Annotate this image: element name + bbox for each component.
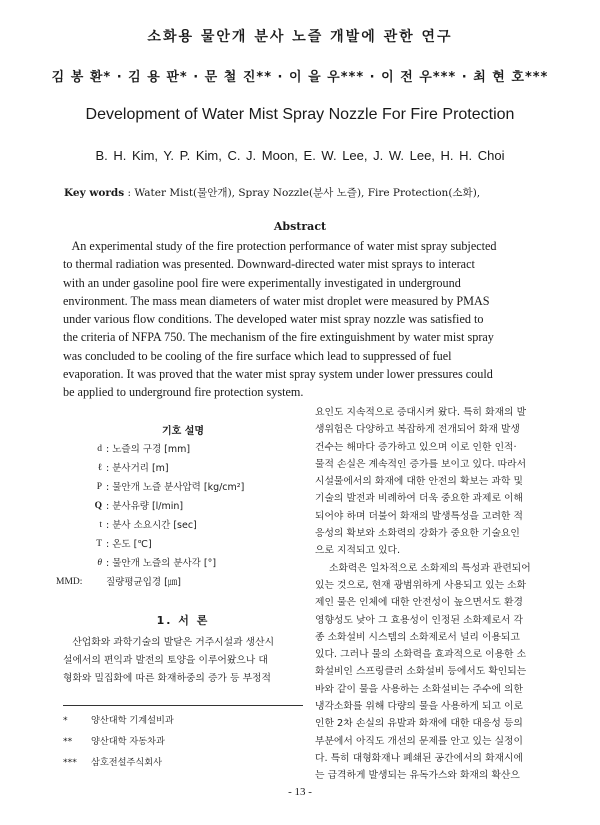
abstract-line: An experimental study of the fire protection performance of water mist spray subjected [63,239,497,253]
keywords-text: : Water Mist(물안개), Spray Nozzle(분사 노즐), Fire Protection(소화), [127,187,481,199]
keywords-label: Key words [64,187,125,199]
abstract-line: environment. The mass mean diameters of water mist droplet were measured by PMAS [63,293,490,308]
body-line: 소화력은 일차적으로 소화제의 특성과 관련되어 [329,562,531,574]
intro-line: 형화와 밀집화에 따른 화재하중의 증가 등 부정적 [63,673,271,684]
body-line: 종 소화설비 시스템의 소화제로서 널리 이용되고 [315,631,520,643]
paragraph [315,404,560,560]
intro-line: 산업화와 과학기술의 발달은 거주시설과 생산시 [63,637,275,648]
abstract-heading: Abstract [273,220,327,233]
body-line: 화설비인 스프링클러 소화설비 등에서도 확인되는 [315,666,527,678]
symbol-description: : 노즐의 구경 [mm] [106,444,191,455]
affiliation-mark: ** [63,736,73,747]
affiliation-name: 양산대학 자동차과 [91,736,165,747]
body-line: 는 급격하게 발생되는 유독가스와 화재의 확산으 [315,770,520,782]
affiliation [63,752,303,773]
nomenclature-item [70,497,300,516]
body-line: 인한 2차 손실의 유발과 화재에 대한 대응성 등의 [315,718,523,730]
section-heading-introduction: 1. 서 론 [156,614,210,627]
symbol-description: : 분사 소요시간 [sec] [106,520,197,531]
abstract-line: to thermal radiation was presented. Downward-directed water mist sprays to interact [63,257,475,272]
affiliation-mark: * [63,715,68,726]
symbol: d [97,444,102,454]
symbol: Q [94,501,102,511]
page-number: - 13 - [288,786,312,798]
body-line: 냉각소화를 위해 다량의 물을 사용하게 되고 이로 [315,701,523,713]
body-line: 제인 물은 인체에 대한 안전성이 높으면서도 환경 [315,597,523,609]
body-line: 으로 지적되고 있다. [315,545,401,557]
abstract-line: be applied to underground fire protection system. [63,385,304,400]
right-column-text [315,404,560,785]
affiliation [63,710,303,731]
body-line: 있다. 그러나 물의 소화력을 효과적으로 이용한 소 [315,649,527,661]
introduction-text [63,634,303,688]
symbol-description: : 분사유량 [l/min] [106,501,184,512]
nomenclature-item [70,440,300,459]
symbol: t [99,520,102,530]
affiliation-mark: *** [63,757,77,768]
keywords [64,185,544,200]
affiliation-name: 삼호전설주식회사 [91,757,163,768]
intro-line: 설에서의 편익과 발전의 토양을 이루어왔으나 대 [63,655,268,666]
symbol-description: : 분사거리 [m] [106,463,169,474]
symbol: MMD: [56,577,83,587]
body-line: 생위험은 다양하고 복잡하게 전개되어 화재 발생 [315,424,520,436]
body-line: 부분에서 아직도 개선의 문제를 안고 있는 실정이 [315,735,523,747]
nomenclature-item [70,478,300,497]
symbol-description: 질량평균입경 [㎛] [106,577,181,588]
body-line: 되어야 하며 더불어 화재의 발생특성을 고려한 적 [315,510,523,522]
body-line: 요인도 지속적으로 증대시켜 왔다. 특히 화재의 발 [315,407,527,418]
nomenclature-item [70,459,300,478]
body-line: 응성의 확보와 소화력의 강화가 중요한 기술요인 [315,528,520,540]
abstract-line: with an under gasoline pool fire were experimentally investigated in underground [63,275,461,290]
symbol: θ [97,558,102,568]
affiliation [63,731,303,752]
body-line: 있는 것으로, 현재 광범위하게 사용되고 있는 소화 [315,579,527,591]
nomenclature-item [70,554,300,573]
symbol: P [96,482,102,492]
symbol-description: : 물안개 노즐 분사압력 [kg/cm²] [106,482,245,493]
paper-title-korean: 소화용 물안개 분사 노즐 개발에 관한 연구 [147,29,453,45]
nomenclature-list [56,440,300,592]
symbol: T [96,539,102,549]
affiliations [63,710,303,773]
abstract-line: under various flow conditions. The developed water mist spray nozzle was satisfied to [63,312,484,327]
paragraph [315,560,560,785]
body-line: 다. 특히 대형화재나 폐쇄된 공간에서의 화재시에 [315,752,523,764]
body-line: 영향성도 낮아 그 효용성이 인정된 소화제로서 각 [315,614,523,626]
paper-title-english: Development of Water Mist Spray Nozzle For Fire Protection [85,106,515,123]
body-line: 물적 손실은 계속적인 증가를 보이고 있다. 따라서 [315,458,527,470]
authors-english: B. H. Kim, Y. P. Kim, C. J. Moon, E. W. Lee, J. W. Lee, H. H. Choi [95,148,505,163]
body-line: 바와 같이 물을 사용하는 소화설비는 주수에 의한 [315,683,523,695]
affiliation-name: 양산대학 기계설비과 [91,715,174,726]
nomenclature-item [70,535,300,554]
body-line: 건수는 해마다 증가하고 있으며 이로 인한 인적· [315,441,517,453]
body-line: 기술의 발전과 비례하여 더욱 중요한 과제로 이해 [315,493,523,505]
nomenclature-heading: 기호 설명 [161,426,205,437]
abstract-line: evaporation. It was proved that the water mist spray system under lower pressures could [63,367,493,382]
authors-korean: 김 봉 환* · 김 용 판* · 문 철 진** · 이 을 우*** · 이 전 우*** · 최 현 호*** [51,70,549,85]
abstract-line: the criteria of NFPA 750. The mechanism of the fire extinguishment by water mist spray [63,330,494,345]
symbol: ℓ [97,463,102,473]
abstract-line: was concluded to be cooling of the fire surface which lead to suppressed of fuel [63,348,452,363]
symbol-description: : 온도 [℃] [106,539,152,550]
symbol-description: : 물안개 노즐의 분사각 [°] [106,558,217,569]
body-line: 시설물에서의 화재에 대한 안전의 확보는 과학 및 [315,476,523,488]
nomenclature-item [56,573,300,592]
abstract-body [63,237,538,402]
footnote-divider [63,705,303,706]
nomenclature-item [70,516,300,535]
